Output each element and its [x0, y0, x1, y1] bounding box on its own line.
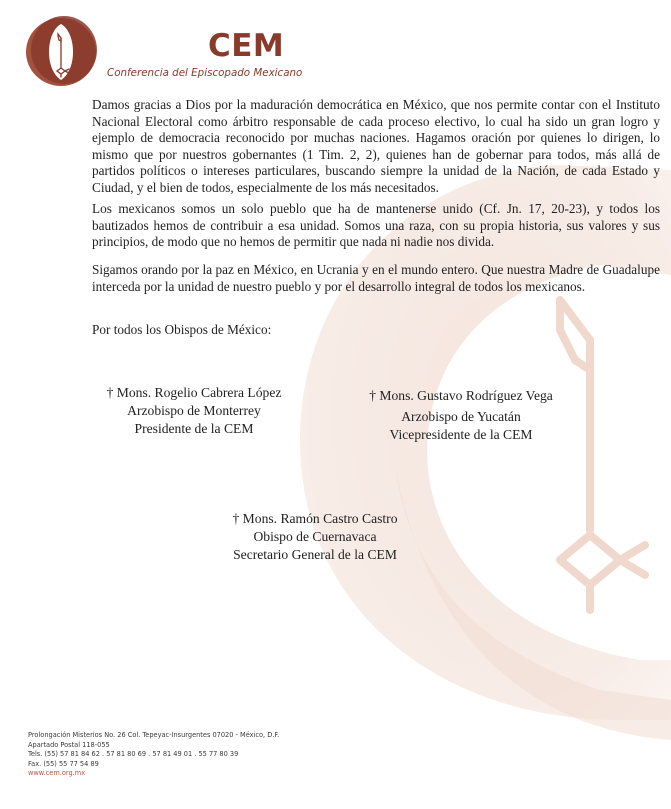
footer-contact: [28, 731, 279, 779]
footer-phones: Tels. (55) 57 81 84 62 . 57 81 80 69 . 57 81 49 01 . 55 77 80 39: [28, 750, 239, 758]
closing-line: Por todos los Obispos de México:: [92, 322, 272, 337]
signature-block: [84, 384, 304, 438]
signature-block: [220, 510, 410, 564]
brand-title: CEM: [208, 28, 285, 64]
signatory-name: † Mons. Gustavo Rodríguez Vega: [369, 388, 553, 403]
paragraph: Sigamos orando por la paz en México, en Ucrania y en el mundo entero. Que nuestra Madre de Guadalupe interceda por la unidad de nuestro pueblo y por el desarrollo integral de todos los mexicanos.: [92, 262, 660, 294]
letterhead: [0, 0, 671, 92]
signatory-position: Vicepresidente de la CEM: [389, 427, 533, 442]
footer-website-link[interactable]: www.cem.org.mx: [28, 769, 86, 777]
paragraph: Damos gracias a Dios por la maduración democrática en México, que nos permite contar con el Instituto Nacional Electoral como árbitro responsable de cada proceso electivo, lo cual ha sido un gran logro y ejemplo de democracia reconocido por muchas naciones. Hagamos oración por quienes lo dirigen, lo mismo que por nuestros gobernantes (1 Tim. 2, 2), quienes han de gobernar para todos, más allá de partidos políticos o intereses particulares, buscando siempre la unidad de la Nación, de cada Estado y Ciudad, y el bien de todos, especialmente de los más necesitados.: [92, 97, 660, 195]
footer-address: Prolongación Misterios No. 26 Col. Tepeyac-Insurgentes 07020 - México, D.F.: [28, 731, 280, 739]
signatory-role: Arzobispo de Yucatán: [401, 409, 521, 424]
footer-po-box: Apartado Postal 118-055: [28, 740, 110, 749]
signatory-position: Presidente de la CEM: [134, 421, 254, 436]
signatory-name: † Mons. Ramón Castro Castro: [232, 511, 398, 526]
signatory-role: Obispo de Cuernavaca: [253, 529, 377, 544]
footer-fax: Fax. (55) 55 77 54 89: [28, 759, 99, 768]
paragraph: Los mexicanos somos un solo pueblo que ha de mantenerse unido (Cf. Jn. 17, 20-23), y todos los bautizados hemos de contribuir a esa unidad. Somos una raza, con su propia historia, sus valores y sus principios, de modo que no hemos de permitir que nada ni nadie nos divida.: [92, 201, 660, 250]
signatory-position: Secretario General de la CEM: [233, 547, 397, 562]
signature-block: [356, 387, 566, 444]
cem-crozier-logo-icon: [24, 14, 98, 88]
signatory-role: Arzobispo de Monterrey: [127, 403, 261, 418]
brand-subtitle: Conferencia del Episcopado Mexicano: [107, 67, 303, 79]
signatory-name: † Mons. Rogelio Cabrera López: [106, 385, 282, 400]
